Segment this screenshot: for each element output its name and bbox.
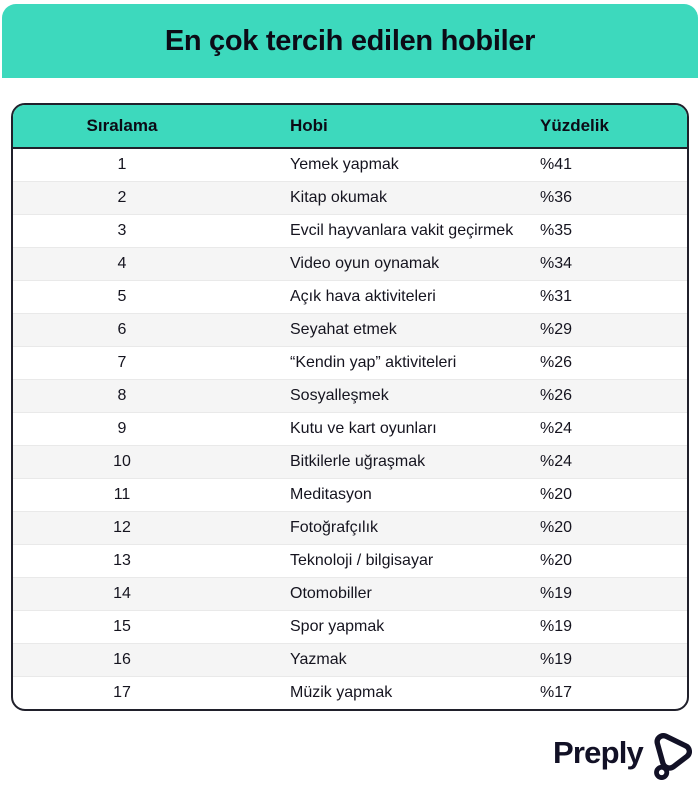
hobby-cell: Evcil hayvanlara vakit geçirmek [231, 214, 481, 247]
rank-cell: 4 [13, 247, 231, 280]
rank-cell: 16 [13, 643, 231, 676]
table-row [13, 412, 687, 445]
percent-cell: %19 [481, 577, 687, 610]
percent-cell: %20 [481, 544, 687, 577]
rank-cell: 13 [13, 544, 231, 577]
rank-cell: 6 [13, 313, 231, 346]
table-row [13, 313, 687, 346]
preply-logo [553, 727, 692, 782]
hobby-cell: Açık hava aktiviteleri [231, 280, 481, 313]
hobby-cell: Sosyalleşmek [231, 379, 481, 412]
column-header-percent: Yüzdelik [481, 105, 687, 148]
rank-cell: 8 [13, 379, 231, 412]
preply-logo-icon [650, 730, 692, 782]
rank-cell: 14 [13, 577, 231, 610]
rank-cell: 10 [13, 445, 231, 478]
table-row [13, 511, 687, 544]
rank-cell: 15 [13, 610, 231, 643]
table-row [13, 181, 687, 214]
table-body [13, 148, 687, 709]
percent-cell: %34 [481, 247, 687, 280]
percent-cell: %26 [481, 346, 687, 379]
hobby-cell: Video oyun oynamak [231, 247, 481, 280]
table-row [13, 148, 687, 181]
percent-cell: %31 [481, 280, 687, 313]
percent-cell: %20 [481, 478, 687, 511]
percent-cell: %36 [481, 181, 687, 214]
hobby-cell: Müzik yapmak [231, 676, 481, 709]
rank-cell: 3 [13, 214, 231, 247]
rank-cell: 17 [13, 676, 231, 709]
percent-cell: %29 [481, 313, 687, 346]
rank-cell: 5 [13, 280, 231, 313]
table-row [13, 379, 687, 412]
rank-cell: 7 [13, 346, 231, 379]
table-row [13, 544, 687, 577]
rank-cell: 11 [13, 478, 231, 511]
title-banner [2, 4, 698, 78]
hobby-cell: “Kendin yap” aktiviteleri [231, 346, 481, 379]
table-row [13, 214, 687, 247]
preply-wordmark: Preply [553, 735, 643, 770]
table-row [13, 610, 687, 643]
table-row [13, 643, 687, 676]
hobby-cell: Fotoğrafçılık [231, 511, 481, 544]
table-row [13, 247, 687, 280]
table-row [13, 676, 687, 709]
percent-cell: %24 [481, 412, 687, 445]
hobby-cell: Otomobiller [231, 577, 481, 610]
page-title: En çok tercih edilen hobiler [164, 24, 536, 57]
table-row [13, 445, 687, 478]
hobby-cell: Yazmak [231, 643, 481, 676]
hobby-cell: Spor yapmak [231, 610, 481, 643]
percent-cell: %19 [481, 643, 687, 676]
hobby-cell: Kitap okumak [231, 181, 481, 214]
hobby-cell: Seyahat etmek [231, 313, 481, 346]
percent-cell: %17 [481, 676, 687, 709]
hobby-cell: Yemek yapmak [290, 155, 399, 173]
rank-cell: 12 [13, 511, 231, 544]
percent-cell: %20 [481, 511, 687, 544]
hobby-cell: Meditasyon [231, 478, 481, 511]
table-row [13, 478, 687, 511]
hobbies-table [11, 103, 689, 711]
hobby-cell: Bitkilerle uğraşmak [231, 445, 481, 478]
table-header-row [13, 105, 687, 148]
percent-cell: %24 [481, 445, 687, 478]
percent-cell: %35 [481, 214, 687, 247]
percent-cell: %26 [481, 379, 687, 412]
rank-cell: 2 [13, 181, 231, 214]
column-header-rank: Sıralama [13, 105, 231, 148]
table-row [13, 577, 687, 610]
rank-cell: 9 [13, 412, 231, 445]
table-row [13, 346, 687, 379]
percent-cell: %41 [540, 155, 573, 173]
hobby-cell: Teknoloji / bilgisayar [231, 544, 481, 577]
table-row [13, 280, 687, 313]
percent-cell: %19 [481, 610, 687, 643]
column-header-hobby: Hobi [231, 105, 481, 148]
hobby-cell: Kutu ve kart oyunları [231, 412, 481, 445]
rank-cell: 1 [117, 155, 127, 173]
